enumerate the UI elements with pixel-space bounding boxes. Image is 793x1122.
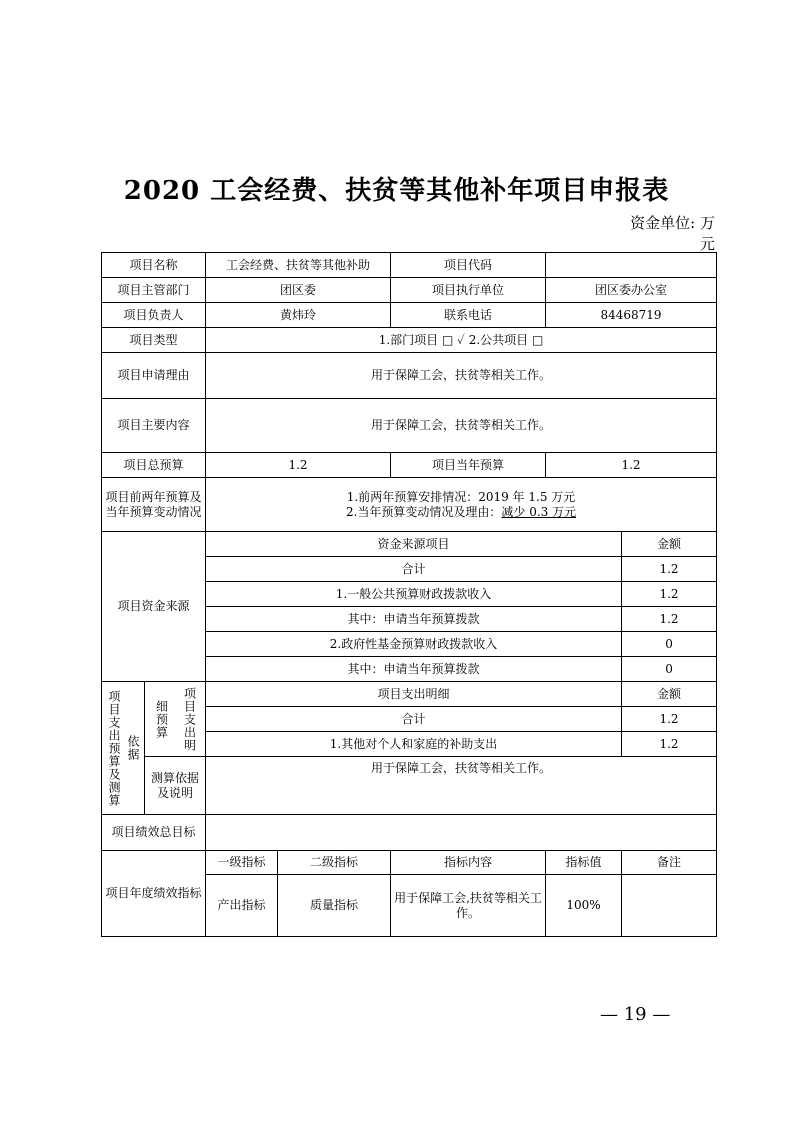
content-label: 项目主要内容 — [102, 399, 206, 453]
reason-label: 项目申请理由 — [102, 353, 206, 399]
prior-line-2-prefix: 2.当年预算变动情况及理由： — [345, 504, 502, 519]
phone-value: 84468719 — [546, 303, 717, 328]
project-code-label: 项目代码 — [391, 253, 546, 278]
application-form-table — [101, 252, 717, 937]
calc-basis-value: 用于保障工会，扶贫等相关工作。 — [206, 757, 717, 815]
expense-amount: 1.2 — [622, 732, 717, 757]
perf-header-level2: 二级指标 — [278, 851, 391, 875]
funding-item: 2.政府性基金预算财政拨款收入 — [206, 632, 622, 657]
expense-item: 合计 — [206, 707, 622, 732]
perf-content: 用于保障工会,扶贫等相关工作。 — [391, 875, 546, 937]
perf-year-label: 项目年度绩效指标 — [102, 851, 206, 937]
row-budget — [102, 453, 717, 478]
perf-header-level1: 一级指标 — [206, 851, 278, 875]
row-project-type — [102, 328, 717, 353]
funding-header-amount: 金额 — [622, 532, 717, 557]
exec-unit-value: 团区委办公室 — [546, 278, 717, 303]
leader-value: 黄炜玲 — [206, 303, 391, 328]
leader-label: 项目负责人 — [102, 303, 206, 328]
perf-note — [622, 875, 717, 937]
funding-item: 1.一般公共预算财政拨款收入 — [206, 582, 622, 607]
prior-line-1: 1.前两年预算安排情况：2019 年 1.5 万元 — [346, 489, 576, 504]
reason-value: 用于保障工会，扶贫等相关工作。 — [206, 353, 717, 399]
expense-outer-label — [102, 682, 145, 815]
type-label: 项目类型 — [102, 328, 206, 353]
project-code-value — [546, 253, 717, 278]
detail-label-b: 项目支出明 — [182, 686, 197, 752]
row-perf-goal — [102, 815, 717, 851]
expense-amount: 1.2 — [622, 707, 717, 732]
phone-label: 联系电话 — [391, 303, 546, 328]
prior-budget-label: 项目前两年预算及当年预算变动情况 — [102, 478, 206, 532]
page-number: — 19 — — [600, 1004, 671, 1025]
project-name-label: 项目名称 — [102, 253, 206, 278]
expense-header-item: 项目支出明细 — [206, 682, 622, 707]
content-value: 用于保障工会，扶贫等相关工作。 — [206, 399, 717, 453]
perf-header-content: 指标内容 — [391, 851, 546, 875]
funding-label: 项目资金来源 — [102, 532, 206, 682]
perf-goal-value — [206, 815, 717, 851]
dept-value: 团区委 — [206, 278, 391, 303]
year-budget-label: 项目当年预算 — [391, 453, 546, 478]
expense-header-amount: 金额 — [622, 682, 717, 707]
calc-basis-label: 测算依据及说明 — [145, 757, 206, 815]
funding-amount: 0 — [622, 657, 717, 682]
dept-label: 项目主管部门 — [102, 278, 206, 303]
year-budget-value: 1.2 — [546, 453, 717, 478]
perf-goal-label: 项目绩效总目标 — [102, 815, 206, 851]
unit-note-cont: 元 — [699, 235, 715, 253]
total-budget-label: 项目总预算 — [102, 453, 206, 478]
funding-header-item: 资金来源项目 — [206, 532, 622, 557]
row-perf-header — [102, 851, 717, 875]
funding-amount: 1.2 — [622, 582, 717, 607]
perf-value: 100% — [546, 875, 622, 937]
perf-level1: 产出指标 — [206, 875, 278, 937]
row-funding-header — [102, 532, 717, 557]
total-budget-value: 1.2 — [206, 453, 391, 478]
funding-item: 其中：申请当年预算拨款 — [206, 607, 622, 632]
funding-amount: 0 — [622, 632, 717, 657]
prior-line-2 — [209, 505, 713, 520]
row-department — [102, 278, 717, 303]
row-expense-header — [102, 682, 717, 707]
type-value: 1.部门项目 □ ✓ 2.公共项目 □ — [206, 328, 717, 353]
perf-header-note: 备注 — [622, 851, 717, 875]
row-content — [102, 399, 717, 453]
funding-item: 合计 — [206, 557, 622, 582]
row-project-name — [102, 253, 717, 278]
row-calc-basis — [102, 757, 717, 815]
expense-detail-label — [145, 682, 206, 757]
project-name-value: 工会经费、扶贫等其他补助 — [206, 253, 391, 278]
expense-label-a: 项目支出预算及测算 — [107, 689, 121, 807]
funding-amount: 1.2 — [622, 557, 717, 582]
page-title: 2020 工会经费、扶贫等其他补年项目申报表 — [123, 176, 670, 206]
unit-note: 资金单位: 万 — [630, 214, 715, 232]
funding-item: 其中：申请当年预算拨款 — [206, 657, 622, 682]
detail-label-a: 细预算 — [154, 699, 169, 739]
row-reason — [102, 353, 717, 399]
perf-header-value: 指标值 — [546, 851, 622, 875]
expense-item: 1.其他对个人和家庭的补助支出 — [206, 732, 622, 757]
funding-amount: 1.2 — [622, 607, 717, 632]
prior-change-reason: 减少 0.3 万元 — [501, 504, 577, 519]
row-prior-budget — [102, 478, 717, 532]
prior-budget-value — [206, 478, 717, 532]
row-leader — [102, 303, 717, 328]
expense-label-b: 依据 — [126, 735, 140, 761]
exec-unit-label: 项目执行单位 — [391, 278, 546, 303]
perf-level2: 质量指标 — [278, 875, 391, 937]
